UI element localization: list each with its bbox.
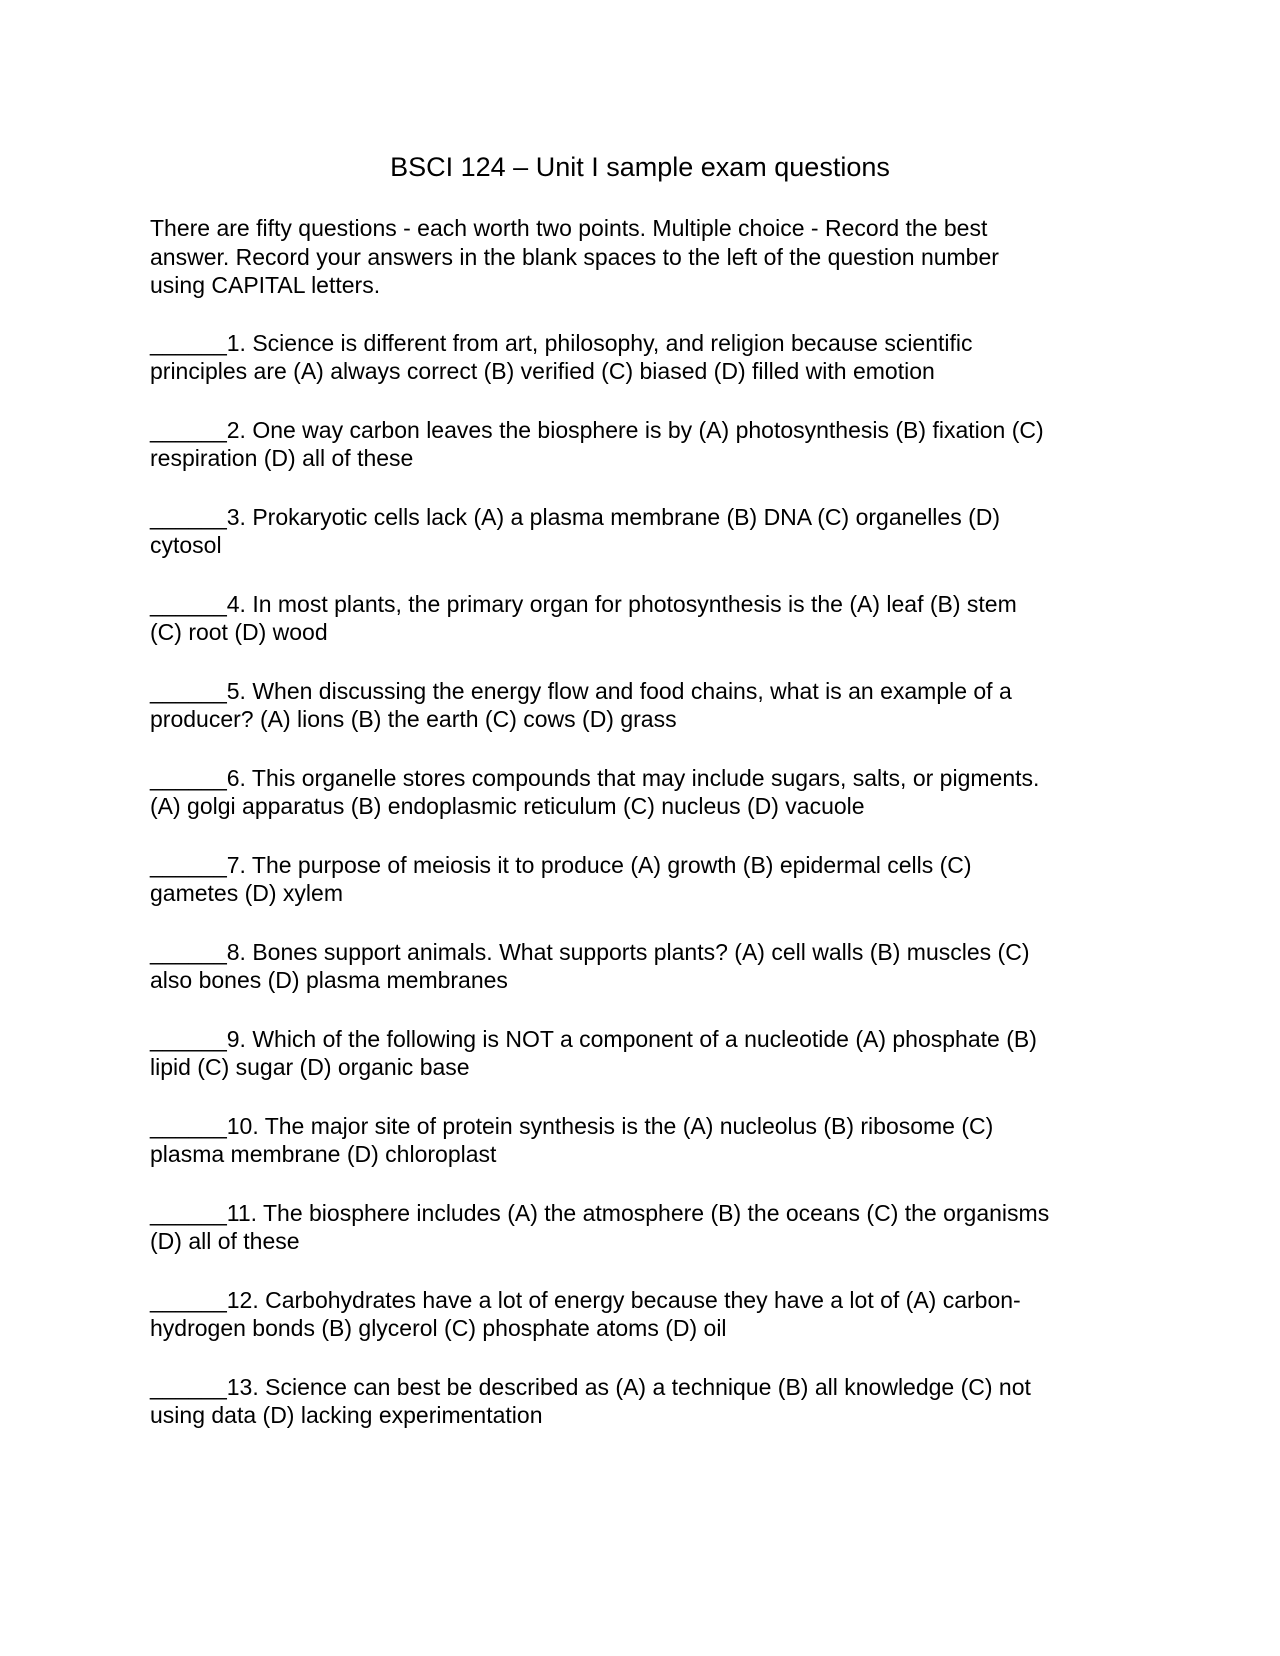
question-line: using data (D) lacking experimentation: [150, 1402, 543, 1428]
instructions-line: There are fifty questions - each worth two points. Multiple choice - Record the best: [150, 215, 988, 241]
question-1: [150, 329, 1130, 386]
question-line: ______11. The biosphere includes (A) the atmosphere (B) the oceans (C) the organisms: [150, 1199, 1050, 1226]
question-line: gametes (D) xylem: [150, 880, 343, 906]
instructions-line: using CAPITAL letters.: [150, 272, 381, 298]
question-6: [150, 764, 1130, 821]
question-line: ______2. One way carbon leaves the biosphere is by (A) photosynthesis (B) fixation (C): [150, 416, 1044, 443]
question-3: [150, 503, 1130, 560]
question-9: [150, 1025, 1130, 1082]
question-line: principles are (A) always correct (B) verified (C) biased (D) filled with emotion: [150, 358, 935, 384]
question-line: cytosol: [150, 532, 222, 558]
question-line: producer? (A) lions (B) the earth (C) cows (D) grass: [150, 706, 677, 732]
question-line: ______3. Prokaryotic cells lack (A) a plasma membrane (B) DNA (C) organelles (D): [150, 503, 1001, 530]
question-5: [150, 677, 1130, 734]
question-12: [150, 1286, 1130, 1343]
question-line: ______13. Science can best be described as (A) a technique (B) all knowledge (C) not: [150, 1373, 1031, 1400]
question-11: [150, 1199, 1130, 1256]
question-line: ______1. Science is different from art, philosophy, and religion because scientific: [150, 329, 973, 356]
question-line: ______9. Which of the following is NOT a component of a nucleotide (A) phosphate (B): [150, 1025, 1037, 1052]
question-line: ______6. This organelle stores compounds that may include sugars, salts, or pigments.: [150, 764, 1040, 791]
question-line: lipid (C) sugar (D) organic base: [150, 1054, 470, 1080]
document-body: [150, 214, 1130, 1460]
question-line: (A) golgi apparatus (B) endoplasmic reticulum (C) nucleus (D) vacuole: [150, 793, 865, 819]
page-title: BSCI 124 – Unit I sample exam questions: [390, 152, 890, 182]
question-2: [150, 416, 1130, 473]
question-7: [150, 851, 1130, 908]
instructions-line: answer. Record your answers in the blank spaces to the left of the question number: [150, 243, 999, 270]
question-line: ______10. The major site of protein synthesis is the (A) nucleolus (B) ribosome (C): [150, 1112, 994, 1139]
question-line: ______8. Bones support animals. What supports plants? (A) cell walls (B) muscles (C): [150, 938, 1030, 965]
question-line: (C) root (D) wood: [150, 619, 328, 645]
question-line: respiration (D) all of these: [150, 445, 414, 471]
question-4: [150, 590, 1130, 647]
question-line: hydrogen bonds (B) glycerol (C) phosphate atoms (D) oil: [150, 1315, 727, 1341]
question-13: [150, 1373, 1130, 1430]
question-line: (D) all of these: [150, 1228, 300, 1254]
question-line: ______12. Carbohydrates have a lot of energy because they have a lot of (A) carbon-: [150, 1286, 1021, 1313]
question-line: also bones (D) plasma membranes: [150, 967, 508, 993]
question-line: plasma membrane (D) chloroplast: [150, 1141, 497, 1167]
question-line: ______7. The purpose of meiosis it to produce (A) growth (B) epidermal cells (C): [150, 851, 972, 878]
question-10: [150, 1112, 1130, 1169]
question-line: ______5. When discussing the energy flow and food chains, what is an example of a: [150, 677, 1012, 704]
question-line: ______4. In most plants, the primary organ for photosynthesis is the (A) leaf (B) stem: [150, 590, 1017, 617]
instructions-paragraph: [150, 214, 1130, 300]
question-8: [150, 938, 1130, 995]
